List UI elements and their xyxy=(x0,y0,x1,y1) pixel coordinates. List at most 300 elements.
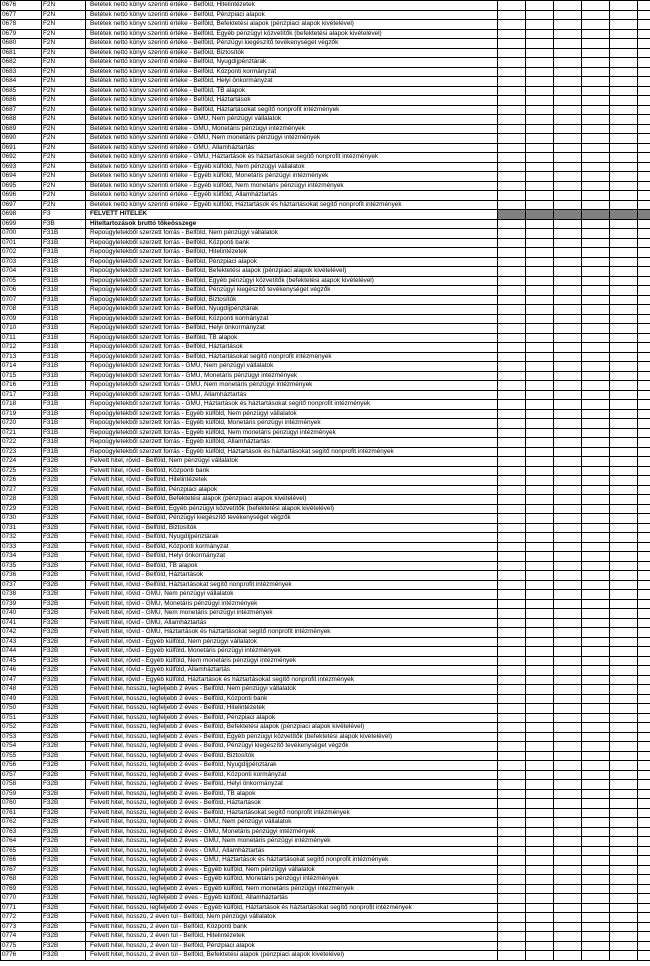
item-code: F31B xyxy=(42,390,86,400)
value-cell xyxy=(610,685,638,695)
value-cell xyxy=(498,599,526,609)
value-cell xyxy=(582,476,610,486)
row-code: 0776 xyxy=(1,951,42,961)
value-cell xyxy=(526,675,554,685)
value-cell xyxy=(582,799,610,809)
value-cell xyxy=(638,628,650,638)
value-cell xyxy=(498,903,526,913)
value-cell xyxy=(498,770,526,780)
value-cell xyxy=(610,77,638,87)
value-cell xyxy=(638,656,650,666)
table-row xyxy=(1,48,650,58)
item-code: F2N xyxy=(42,200,86,210)
value-cell xyxy=(582,314,610,324)
value-cell xyxy=(526,238,554,248)
value-cell xyxy=(554,371,582,381)
table-row xyxy=(1,210,650,220)
row-description: Felvett hitel, hosszú, 2 éven túl - Belföld, Hitelintézetek xyxy=(86,932,498,942)
value-cell xyxy=(582,884,610,894)
value-cell xyxy=(526,305,554,315)
value-cell xyxy=(610,371,638,381)
value-cell xyxy=(610,742,638,752)
table-row xyxy=(1,333,650,343)
value-cell xyxy=(610,903,638,913)
value-cell xyxy=(554,542,582,552)
value-cell xyxy=(554,124,582,134)
row-description: Felvett hitel, hosszú, legfeljebb 2 éves - Belföld, Pénzpiaci alapok xyxy=(86,713,498,723)
item-code: F32B xyxy=(42,837,86,847)
value-cell xyxy=(498,647,526,657)
value-cell xyxy=(526,770,554,780)
table-row xyxy=(1,713,650,723)
row-code: 0694 xyxy=(1,172,42,182)
value-cell xyxy=(554,552,582,562)
value-cell xyxy=(498,666,526,676)
row-code: 0682 xyxy=(1,58,42,68)
value-cell xyxy=(582,732,610,742)
value-cell xyxy=(498,761,526,771)
value-cell xyxy=(638,219,650,229)
value-cell xyxy=(638,210,650,220)
value-cell xyxy=(498,153,526,163)
item-code: F32B xyxy=(42,599,86,609)
row-description: Felvett hitel, hosszú, legfeljebb 2 éves - Egyéb külföld, Monetáris pénzügyi intézmények xyxy=(86,875,498,885)
item-code: F2N xyxy=(42,153,86,163)
value-cell xyxy=(638,362,650,372)
value-cell xyxy=(582,466,610,476)
value-cell xyxy=(638,29,650,39)
row-description: Betétek nettó könyv szerinti értéke - Egyéb külföld, Államháztartás xyxy=(86,191,498,201)
row-description: Felvett hitel, hosszú, legfeljebb 2 éves - Belföld, Hitelintézetek xyxy=(86,704,498,714)
value-cell xyxy=(582,1,610,11)
value-cell xyxy=(638,10,650,20)
value-cell xyxy=(554,77,582,87)
value-cell xyxy=(582,96,610,106)
value-cell xyxy=(554,865,582,875)
value-cell xyxy=(610,447,638,457)
row-code: 0706 xyxy=(1,286,42,296)
item-code: F2N xyxy=(42,181,86,191)
row-code: 0762 xyxy=(1,818,42,828)
row-code: 0739 xyxy=(1,599,42,609)
value-cell xyxy=(638,523,650,533)
item-code: F2N xyxy=(42,29,86,39)
value-cell xyxy=(498,352,526,362)
row-code: 0697 xyxy=(1,200,42,210)
table-row xyxy=(1,865,650,875)
value-cell xyxy=(610,704,638,714)
value-cell xyxy=(554,352,582,362)
value-cell xyxy=(638,447,650,457)
item-code: F31B xyxy=(42,324,86,334)
value-cell xyxy=(554,580,582,590)
value-cell xyxy=(526,694,554,704)
value-cell xyxy=(526,447,554,457)
value-cell xyxy=(526,799,554,809)
row-description: Felvett hitel, rövid - GMU, Monetáris pénzügyi intézmények xyxy=(86,599,498,609)
item-code: F31B xyxy=(42,419,86,429)
value-cell xyxy=(638,713,650,723)
value-cell xyxy=(610,675,638,685)
value-cell xyxy=(610,856,638,866)
value-cell xyxy=(498,552,526,562)
value-cell xyxy=(638,381,650,391)
value-cell xyxy=(526,409,554,419)
value-cell xyxy=(498,77,526,87)
value-cell xyxy=(498,875,526,885)
value-cell xyxy=(582,552,610,562)
item-code: F32B xyxy=(42,685,86,695)
value-cell xyxy=(526,29,554,39)
value-cell xyxy=(498,181,526,191)
table-row xyxy=(1,495,650,505)
value-cell xyxy=(638,504,650,514)
value-cell xyxy=(610,1,638,11)
table-row xyxy=(1,580,650,590)
table-row xyxy=(1,20,650,30)
value-cell xyxy=(498,371,526,381)
value-cell xyxy=(610,153,638,163)
table-row xyxy=(1,780,650,790)
table-row xyxy=(1,447,650,457)
row-description: Felvett hitel, hosszú, legfeljebb 2 éves - Belföld, Egyéb pénzügyi közvetítők (befektetési alapok kivételével) xyxy=(86,732,498,742)
row-code: 0714 xyxy=(1,362,42,372)
value-cell xyxy=(610,96,638,106)
item-code: F32B xyxy=(42,770,86,780)
value-cell xyxy=(498,333,526,343)
value-cell xyxy=(638,903,650,913)
row-code: 0686 xyxy=(1,96,42,106)
row-description: Felvett hitel, hosszú, legfeljebb 2 éves - GMU, Monetáris pénzügyi intézmények xyxy=(86,827,498,837)
value-cell xyxy=(554,419,582,429)
item-code: F31B xyxy=(42,305,86,315)
item-code: F31B xyxy=(42,314,86,324)
item-code: F2N xyxy=(42,86,86,96)
value-cell xyxy=(498,590,526,600)
value-cell xyxy=(554,466,582,476)
value-cell xyxy=(554,200,582,210)
value-cell xyxy=(582,903,610,913)
value-cell xyxy=(610,713,638,723)
item-code: F32B xyxy=(42,751,86,761)
row-code: 0774 xyxy=(1,932,42,942)
value-cell xyxy=(526,884,554,894)
row-code: 0743 xyxy=(1,637,42,647)
value-cell xyxy=(526,191,554,201)
value-cell xyxy=(526,48,554,58)
row-description: Betétek nettó könyv szerinti értéke - Belföld, Hitelintézetek xyxy=(86,1,498,11)
row-code: 0736 xyxy=(1,571,42,581)
value-cell xyxy=(610,884,638,894)
value-cell xyxy=(582,172,610,182)
value-cell xyxy=(554,761,582,771)
value-cell xyxy=(610,827,638,837)
value-cell xyxy=(638,666,650,676)
value-cell xyxy=(638,476,650,486)
table-row xyxy=(1,191,650,201)
value-cell xyxy=(582,542,610,552)
row-description: Felvett hitel, rövid - Belföld, Egyéb pénzügyi közvetítők (befektetési alapok kivételével) xyxy=(86,504,498,514)
value-cell xyxy=(526,846,554,856)
row-description: Betétek nettó könyv szerinti értéke - Belföld, Egyéb pénzügyi közvetítők (befektetési alapok kivételével) xyxy=(86,29,498,39)
value-cell xyxy=(498,704,526,714)
value-cell xyxy=(610,647,638,657)
item-code: F32B xyxy=(42,552,86,562)
value-cell xyxy=(526,951,554,961)
row-code: 0710 xyxy=(1,324,42,334)
row-description: Repoügyletekből szerzett forrás - GMU, Államháztartás xyxy=(86,390,498,400)
value-cell xyxy=(526,105,554,115)
item-code: F32B xyxy=(42,808,86,818)
value-cell xyxy=(638,419,650,429)
value-cell xyxy=(554,808,582,818)
value-cell xyxy=(554,438,582,448)
row-description: Felvett hitel, hosszú, legfeljebb 2 éves - Belföld, Háztartások xyxy=(86,799,498,809)
value-cell xyxy=(582,10,610,20)
value-cell xyxy=(582,343,610,353)
value-cell xyxy=(526,580,554,590)
row-description: Felvett hitel, hosszú, 2 éven túl - Belföld, Nem pénzügyi vállalatok xyxy=(86,913,498,923)
table-row xyxy=(1,846,650,856)
item-code: F32B xyxy=(42,523,86,533)
row-description: Felvett hitel, hosszú, legfeljebb 2 éves - Belföld, Nyugdíjpénztárak xyxy=(86,761,498,771)
value-cell xyxy=(526,248,554,258)
row-code: 0766 xyxy=(1,856,42,866)
value-cell xyxy=(526,761,554,771)
table-row xyxy=(1,466,650,476)
value-cell xyxy=(526,789,554,799)
value-cell xyxy=(498,951,526,961)
row-code: 0746 xyxy=(1,666,42,676)
table-row xyxy=(1,913,650,923)
value-cell xyxy=(554,181,582,191)
row-code: 0760 xyxy=(1,799,42,809)
item-code: F32B xyxy=(42,457,86,467)
row-description: Repoügyletekből szerzett forrás - Belföld, Egyéb pénzügyi közvetítők (befektetési alapok kivételével) xyxy=(86,276,498,286)
row-description: Repoügyletekből szerzett forrás - Belföld, Háztartásokat segítő nonprofit intézmények xyxy=(86,352,498,362)
value-cell xyxy=(554,457,582,467)
value-cell xyxy=(554,780,582,790)
value-cell xyxy=(582,210,610,220)
table-row xyxy=(1,257,650,267)
value-cell xyxy=(554,343,582,353)
row-description: Felvett hitel, rövid - Egyéb külföld, Nem monetáris pénzügyi intézmények xyxy=(86,656,498,666)
row-description: Felvett hitel, rövid - Egyéb külföld, Monetáris pénzügyi intézmények xyxy=(86,647,498,657)
value-cell xyxy=(638,675,650,685)
value-cell xyxy=(610,172,638,182)
value-cell xyxy=(610,580,638,590)
value-cell xyxy=(638,580,650,590)
item-code: F32B xyxy=(42,618,86,628)
item-code: F32B xyxy=(42,704,86,714)
row-description: Repoügyletekből szerzett forrás - Belföld, Pénzügyi kiegészítő tevékenységet végzők xyxy=(86,286,498,296)
row-code: 0687 xyxy=(1,105,42,115)
value-cell xyxy=(526,381,554,391)
value-cell xyxy=(554,267,582,277)
row-description: Repoügyletekből szerzett forrás - Belföld, TB alapok xyxy=(86,333,498,343)
value-cell xyxy=(498,20,526,30)
value-cell xyxy=(554,229,582,239)
value-cell xyxy=(554,856,582,866)
row-description: Repoügyletekből szerzett forrás - Belföld, Pénzpiaci alapok xyxy=(86,257,498,267)
row-code: 0742 xyxy=(1,628,42,638)
row-description: Betétek nettó könyv szerinti értéke - Egyéb külföld, Nem monetáris pénzügyi intézmények xyxy=(86,181,498,191)
value-cell xyxy=(526,571,554,581)
value-cell xyxy=(554,324,582,334)
value-cell xyxy=(638,723,650,733)
item-code: F32B xyxy=(42,913,86,923)
table-row xyxy=(1,742,650,752)
value-cell xyxy=(582,286,610,296)
item-code: F32B xyxy=(42,865,86,875)
value-cell xyxy=(554,305,582,315)
value-cell xyxy=(638,761,650,771)
value-cell xyxy=(638,742,650,752)
value-cell xyxy=(638,314,650,324)
value-cell xyxy=(582,685,610,695)
table-row xyxy=(1,153,650,163)
table-row xyxy=(1,542,650,552)
item-code: F31B xyxy=(42,409,86,419)
row-code: 0690 xyxy=(1,134,42,144)
table-row xyxy=(1,609,650,619)
value-cell xyxy=(610,818,638,828)
value-cell xyxy=(554,884,582,894)
row-description: Felvett hitel, rövid - GMU, Nem monetáris pénzügyi intézmények xyxy=(86,609,498,619)
value-cell xyxy=(498,58,526,68)
value-cell xyxy=(610,808,638,818)
value-cell xyxy=(498,39,526,49)
value-cell xyxy=(610,457,638,467)
table-row xyxy=(1,428,650,438)
item-code: F32B xyxy=(42,846,86,856)
value-cell xyxy=(554,799,582,809)
value-cell xyxy=(526,143,554,153)
value-cell xyxy=(526,134,554,144)
row-code: 0764 xyxy=(1,837,42,847)
item-code: F32B xyxy=(42,466,86,476)
value-cell xyxy=(526,647,554,657)
value-cell xyxy=(554,86,582,96)
value-cell xyxy=(526,419,554,429)
value-cell xyxy=(582,856,610,866)
item-code: F32B xyxy=(42,789,86,799)
value-cell xyxy=(498,856,526,866)
value-cell xyxy=(610,409,638,419)
value-cell xyxy=(526,352,554,362)
table-row xyxy=(1,352,650,362)
value-cell xyxy=(526,153,554,163)
value-cell xyxy=(610,10,638,20)
value-cell xyxy=(498,485,526,495)
value-cell xyxy=(498,865,526,875)
row-code: 0773 xyxy=(1,922,42,932)
value-cell xyxy=(638,200,650,210)
table-row xyxy=(1,115,650,125)
value-cell xyxy=(582,723,610,733)
value-cell xyxy=(582,875,610,885)
value-cell xyxy=(582,419,610,429)
row-code: 0770 xyxy=(1,894,42,904)
value-cell xyxy=(554,257,582,267)
value-cell xyxy=(582,29,610,39)
table-row xyxy=(1,381,650,391)
value-cell xyxy=(638,941,650,951)
row-description: Felvett hitel, hosszú, legfeljebb 2 éves - Belföld, Helyi önkormányzat xyxy=(86,780,498,790)
item-code: F2N xyxy=(42,39,86,49)
row-code: 0726 xyxy=(1,476,42,486)
value-cell xyxy=(498,362,526,372)
item-code: F32B xyxy=(42,561,86,571)
value-cell xyxy=(638,305,650,315)
item-code: F2N xyxy=(42,58,86,68)
table-row xyxy=(1,29,650,39)
row-code: 0692 xyxy=(1,153,42,163)
value-cell xyxy=(638,818,650,828)
row-code: 0745 xyxy=(1,656,42,666)
value-cell xyxy=(498,628,526,638)
value-cell xyxy=(610,210,638,220)
row-description: Felvett hitel, hosszú, legfeljebb 2 éves - GMU, Háztartások és háztartásokat segítő nonprofit intézmények xyxy=(86,856,498,866)
value-cell xyxy=(582,267,610,277)
value-cell xyxy=(498,172,526,182)
value-cell xyxy=(498,922,526,932)
value-cell xyxy=(582,200,610,210)
table-row xyxy=(1,77,650,87)
value-cell xyxy=(498,324,526,334)
item-code: F32B xyxy=(42,694,86,704)
value-cell xyxy=(582,67,610,77)
value-cell xyxy=(610,875,638,885)
value-cell xyxy=(638,1,650,11)
value-cell xyxy=(638,20,650,30)
value-cell xyxy=(610,865,638,875)
value-cell xyxy=(610,628,638,638)
value-cell xyxy=(610,571,638,581)
item-code: F2N xyxy=(42,124,86,134)
value-cell xyxy=(610,39,638,49)
value-cell xyxy=(610,504,638,514)
table-row xyxy=(1,951,650,961)
value-cell xyxy=(526,533,554,543)
row-description: FELVETT HITELEK xyxy=(86,210,498,220)
value-cell xyxy=(582,808,610,818)
table-row xyxy=(1,409,650,419)
row-description: Felvett hitel, hosszú, 2 éven túl - Belföld, Központi bank xyxy=(86,922,498,932)
value-cell xyxy=(610,932,638,942)
value-cell xyxy=(526,200,554,210)
row-description: Felvett hitel, rövid - Belföld, Központi kormányzat xyxy=(86,542,498,552)
row-code: 0691 xyxy=(1,143,42,153)
value-cell xyxy=(610,219,638,229)
row-description: Repoügyletekből szerzett forrás - GMU, Háztartások és háztartásokat segítő nonprofit intézmények xyxy=(86,400,498,410)
item-code: F32B xyxy=(42,941,86,951)
table-row xyxy=(1,86,650,96)
value-cell xyxy=(554,571,582,581)
row-code: 0685 xyxy=(1,86,42,96)
value-cell xyxy=(582,457,610,467)
row-code: 0775 xyxy=(1,941,42,951)
value-cell xyxy=(526,808,554,818)
value-cell xyxy=(582,371,610,381)
row-description: Felvett hitel, hosszú, legfeljebb 2 éves - Egyéb külföld, Háztartások és háztartásokat segítő nonprofit intézmények xyxy=(86,903,498,913)
row-description: Betétek nettó könyv szerinti értéke - Belföld, Befektetési alapok (pénzpiaci alapok kivételével) xyxy=(86,20,498,30)
value-cell xyxy=(526,267,554,277)
table-row xyxy=(1,770,650,780)
value-cell xyxy=(610,67,638,77)
row-code: 0723 xyxy=(1,447,42,457)
table-row xyxy=(1,362,650,372)
